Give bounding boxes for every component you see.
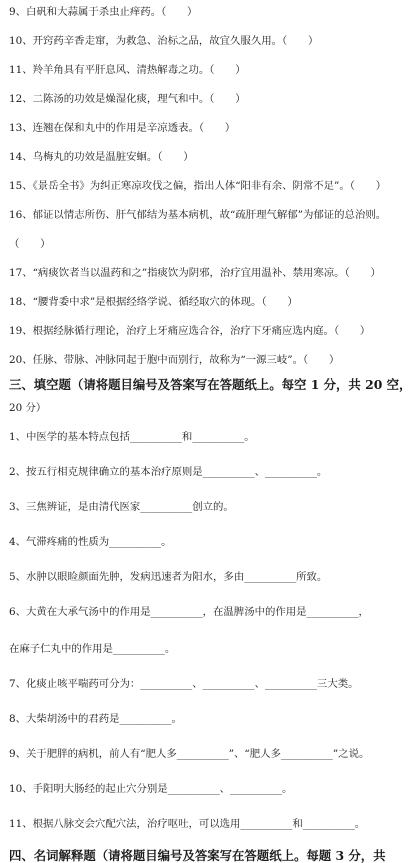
tf-question-16: 16、郁证以情志所伤、肝气郁结为基本病机，故“疏肝理气解郁”为郁证的总治则。 xyxy=(9,209,387,221)
fill-question-8: 8、大柴胡汤中的君药是__________。 xyxy=(9,713,182,725)
tf-question-11: 11、羚羊角具有平肝息风、清热解毒之功。（ ） xyxy=(9,64,246,76)
tf-question-18: 18、“腰背委中求”是根据经络学说、循经取穴的体现。（ ） xyxy=(9,296,298,308)
tf-question-14: 14、乌梅丸的功效是温脏安蛔。（ ） xyxy=(9,151,194,163)
tf-question-9: 9、白矾和大蒜属于杀虫止痒药。（ ） xyxy=(9,6,198,18)
fill-question-1: 1、中医学的基本特点包括__________和__________。 xyxy=(9,431,255,443)
tf-question-15: 15、《景岳全书》为纠正寒凉攻伐之偏，指出人体“阳非有余、阴常不足”。（ ） xyxy=(9,180,387,192)
fill-question-7: 7、化痰止咳平喘药可分为：__________、__________、__________三大类。 xyxy=(9,678,359,690)
section-3-heading: 三、填空题（请将题目编号及答案写在答题纸上。每空 1 分，共 20 空， xyxy=(9,377,411,392)
tf-question-16-answer: （ ） xyxy=(9,238,51,250)
tf-question-12: 12、二陈汤的功效是燥湿化痰，理气和中。（ ） xyxy=(9,93,246,105)
fill-question-6-continued: 在麻子仁丸中的作用是__________。 xyxy=(9,643,176,655)
tf-question-19: 19、根据经脉循行理论，治疗上牙痛应选合谷，治疗下牙痛应选内庭。（ ） xyxy=(9,325,371,337)
fill-question-6: 6、大黄在大承气汤中的作用是__________，在温脾汤中的作用是__________， xyxy=(9,606,369,618)
tf-question-20: 20、任脉、带脉、冲脉同起于胞中而别行，故称为“一源三岐”。（ ） xyxy=(9,354,340,366)
tf-question-10: 10、开窍药辛香走窜，为救急、治标之品，故宜久服久用。（ ） xyxy=(9,35,319,47)
fill-question-5: 5、水肿以眼睑颜面先肿，发病迅速者为阳水，多由__________所致。 xyxy=(9,571,328,583)
fill-question-10: 10、手阳明大肠经的起止穴分别是__________、__________。 xyxy=(9,783,293,795)
fill-question-4: 4、气滞疼痛的性质为__________。 xyxy=(9,536,172,548)
section-3-heading-continued: 20 分） xyxy=(9,402,47,414)
tf-question-13: 13、连翘在保和丸中的作用是辛凉透表。（ ） xyxy=(9,122,236,134)
fill-question-9: 9、关于肥胖的病机，前人有“肥人多__________”、“肥人多__________”之说。 xyxy=(9,748,370,760)
fill-question-11: 11、根据八脉交会穴配穴法，治疗呕吐，可以选用__________和__________。 xyxy=(9,818,366,830)
fill-question-3: 3、三焦辨证，是由清代医家__________创立的。 xyxy=(9,501,234,513)
fill-question-2: 2、按五行相克规律确立的基本治疗原则是__________、__________。 xyxy=(9,466,328,478)
tf-question-17: 17、“病痰饮者当以温药和之”指痰饮为阴邪，治疗宜用温补、禁用寒凉。（ ） xyxy=(9,267,381,279)
section-4-heading: 四、名词解释题（请将题目编号及答案写在答题纸上。每题 3 分，共 xyxy=(9,848,386,863)
